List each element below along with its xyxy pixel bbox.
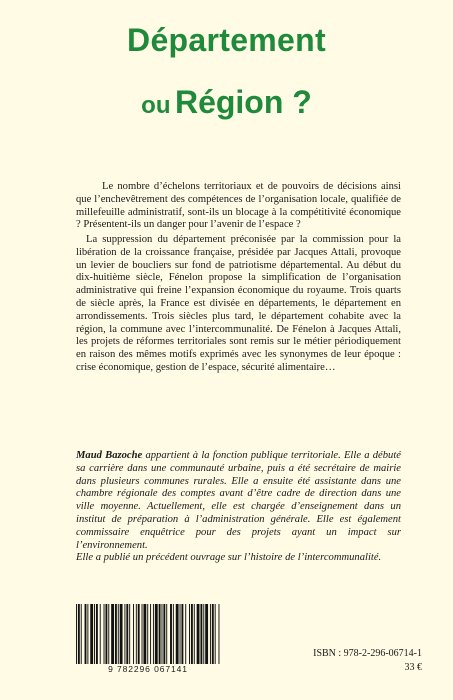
author-bio	[76, 450, 401, 565]
author-name: Maud Bazoche	[76, 450, 143, 461]
title-line-2	[0, 84, 453, 121]
author-bio-text: appartient à la fonction publique territoriale. Elle a débuté sa carrière dans une communauté urbaine, puis a été secrétaire de mairie dans plusieurs communes rurales. Elle a ensuite été assistante dans une chambre régionale des comptes avant d’être cadre de direction dans une ville moyenne. Actuellement, elle est chargée d’enseignement dans un institut de préparation à l’administration générale. Elle est également commissaire enquêtrice pour des projets ayant un impact sur l’environnement.	[76, 450, 401, 551]
summary-paragraph-2: La suppression du département préconisée par la commission pour la libération de la croissance française, présidée par Jacques Attali, provoque un levier de boucliers sur fond de patriotisme départemental. Au début du dix-huitième siècle, Fénelon propose la simplification de l’organisation administrative qui freine l’expansion économique du royaume. Trois quarts de siècle après, la France est divisée en départements, le département en arrondissements. Trois siècles plus tard, le département cohabite avec la région, la commune avec l’intercommunalité. De Fénelon à Jacques Attali, les projets de réformes territoriales sont remis sur le métier périodiquement en raison des mêmes motifs exprimés avec les synonymes de leur époque : crise économique, gestion de l’espace, sécurité alimentaire…	[76, 234, 401, 373]
barcode-digits: 9 782296 067141	[108, 664, 188, 674]
isbn: ISBN : 978-2-296-06714-1	[313, 648, 422, 659]
summary-paragraph-1: Le nombre d’échelons territoriaux et de pouvoirs de décisions ainsi que l’enchevêtrement des compétences de l’organisation locale, qualifiée de millefeuille administratif, sont-ils un blocage à la compétitivité économique ? Présentent-ils un danger pour l’avenir de l’espace ?	[76, 181, 401, 231]
title-line-1: Département	[127, 22, 326, 58]
title-main: Région ?	[174, 84, 312, 120]
author-bio-publication: Elle a publié un précédent ouvrage sur l’histoire de l’intercommunalité.	[76, 552, 382, 564]
barcode	[74, 604, 222, 664]
title-prefix: ou	[141, 92, 171, 119]
price: 33 €	[404, 662, 422, 673]
